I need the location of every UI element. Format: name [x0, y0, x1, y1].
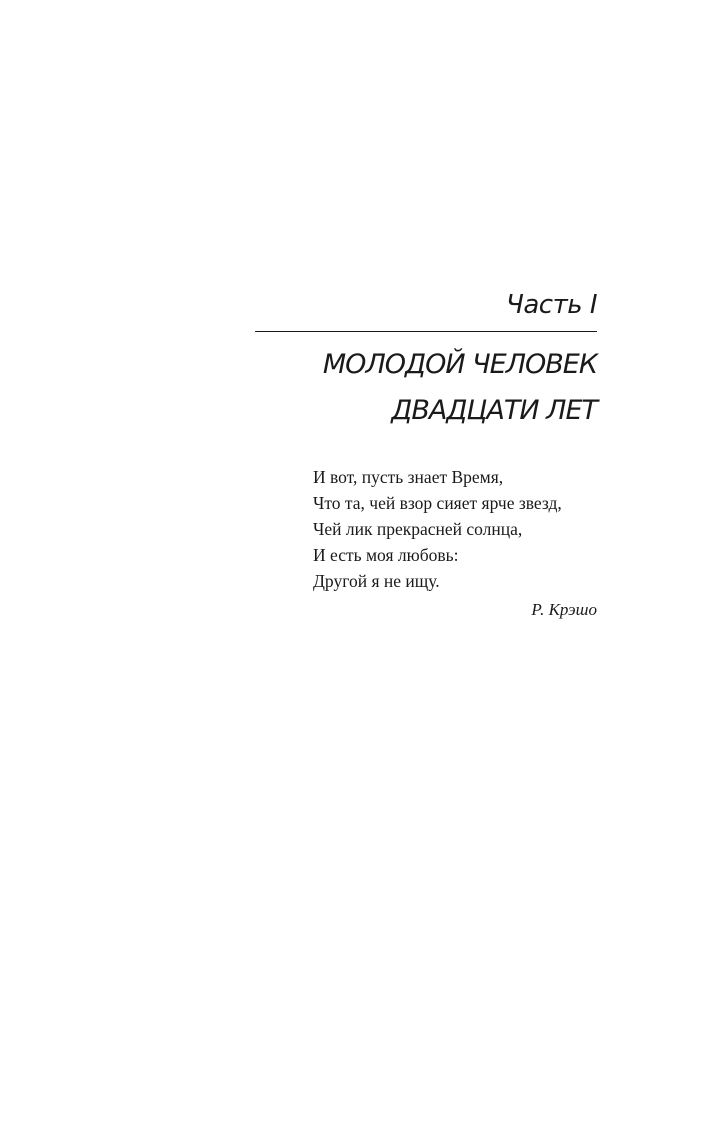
epigraph	[313, 464, 597, 622]
part-heading: Часть I	[506, 290, 597, 320]
verse-line: И есть моя любовь:	[313, 545, 459, 565]
chapter-title-line: ДВАДЦАТИ ЛЕТ	[391, 395, 597, 426]
heading-divider	[255, 331, 597, 332]
verse-line: Что та, чей взор сияет ярче звезд,	[313, 493, 562, 513]
verse-line: И вот, пусть знает Время,	[313, 467, 504, 487]
epigraph-verse	[313, 464, 597, 594]
chapter-title	[323, 342, 597, 434]
chapter-title-line: МОЛОДОЙ ЧЕЛОВЕК	[322, 349, 597, 380]
verse-line: Чей лик прекрасней солнца,	[313, 519, 523, 539]
epigraph-author: Р. Крэшо	[531, 600, 597, 619]
verse-line: Другой я не ищу.	[313, 571, 440, 591]
